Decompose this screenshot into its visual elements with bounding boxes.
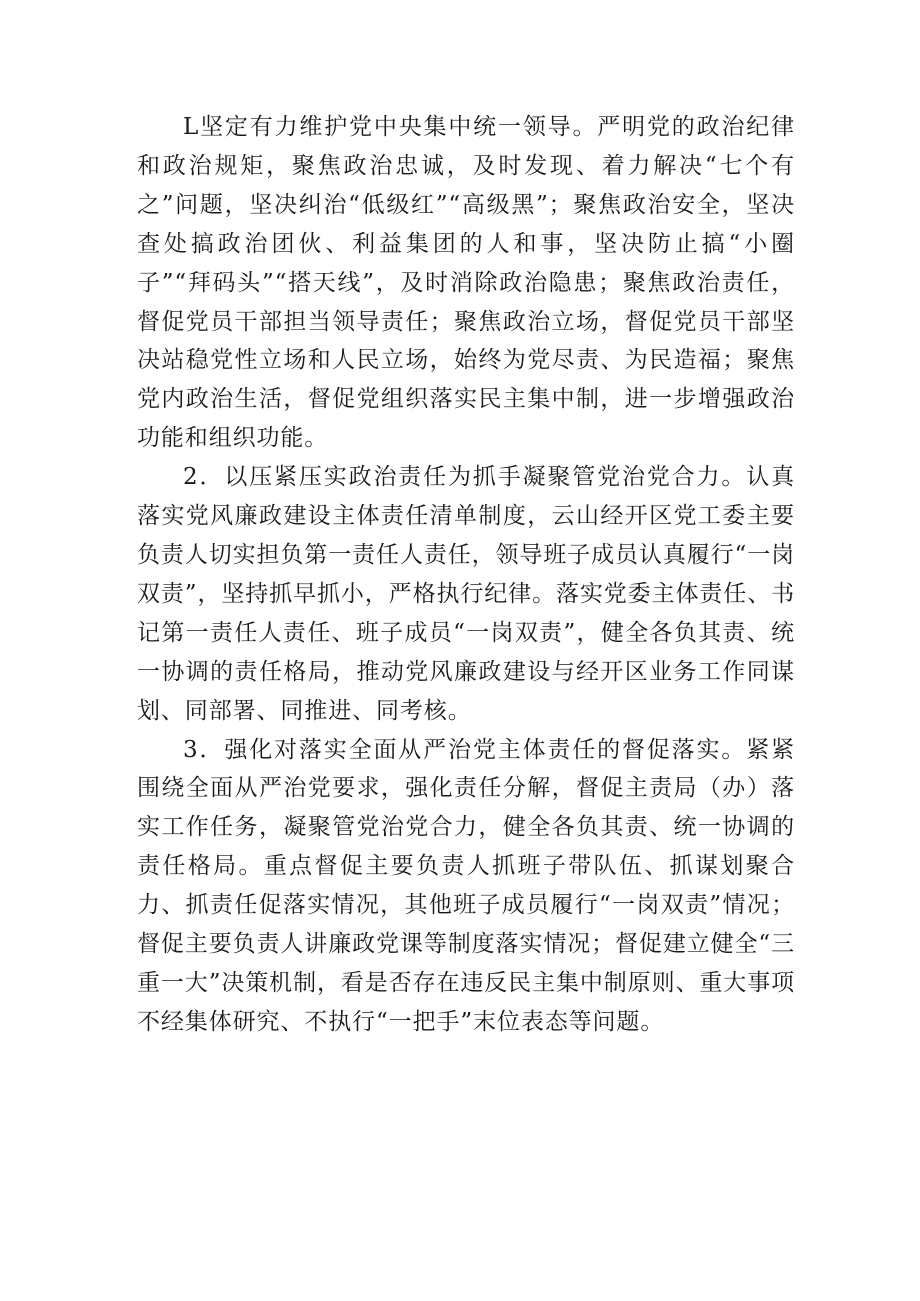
paragraph-3: 3．强化对落实全面从严治党主体责任的督促落实。紧紧围绕全面从严治党要求，强化责任分解，督促主责局（办）落实工作任务，凝聚管党治党合力，健全各负其责、统一协调的责任格局。重点督促主要负责人抓班子带队伍、抓谋划聚合力、抓责任促落实情况，其他班子成员履行“一岗双责”情况；督促主要负责人讲廉政党课等制度落实情况；督促建立健全“三重一大”决策机制，看是否存在违反民主集中制原则、重大事项不经集体研究、不执行“一把手”末位表态等问题。 — [137, 736, 795, 1035]
paragraph-2: 2．以压紧压实政治责任为抓手凝聚管党治党合力。认真落实党风廉政建设主体责任清单制度，云山经开区党工委主要负责人切实担负第一责任人责任，领导班子成员认真履行“一岗双责”，坚持抓早抓小，严格执行纪律。落实党委主体责任、书记第一责任人责任、班子成员“一岗双责”，健全各负其责、统一协调的责任格局，推动党风廉政建设与经开区业务工作同谋划、同部署、同推进、同考核。 — [137, 464, 795, 724]
paragraph-1: L坚定有力维护党中央集中统一领导。严明党的政治纪律和政治规矩，聚焦政治忠诚，及时发现、着力解决“七个有之”问题，坚决纠治“低级红”“高级黑”；聚焦政治安全，坚决查处搞政治团伙、利益集团的人和事，坚决防止搞“小圈子”“拜码头”“搭天线”，及时消除政治隐患；聚焦政治责任，督促党员干部担当领导责任；聚焦政治立场，督促党员干部坚决站稳党性立场和人民立场，始终为党尽责、为民造福；聚焦党内政治生活，督促党组织落实民主集中制，进一步增强政治功能和组织功能。 — [137, 114, 795, 452]
